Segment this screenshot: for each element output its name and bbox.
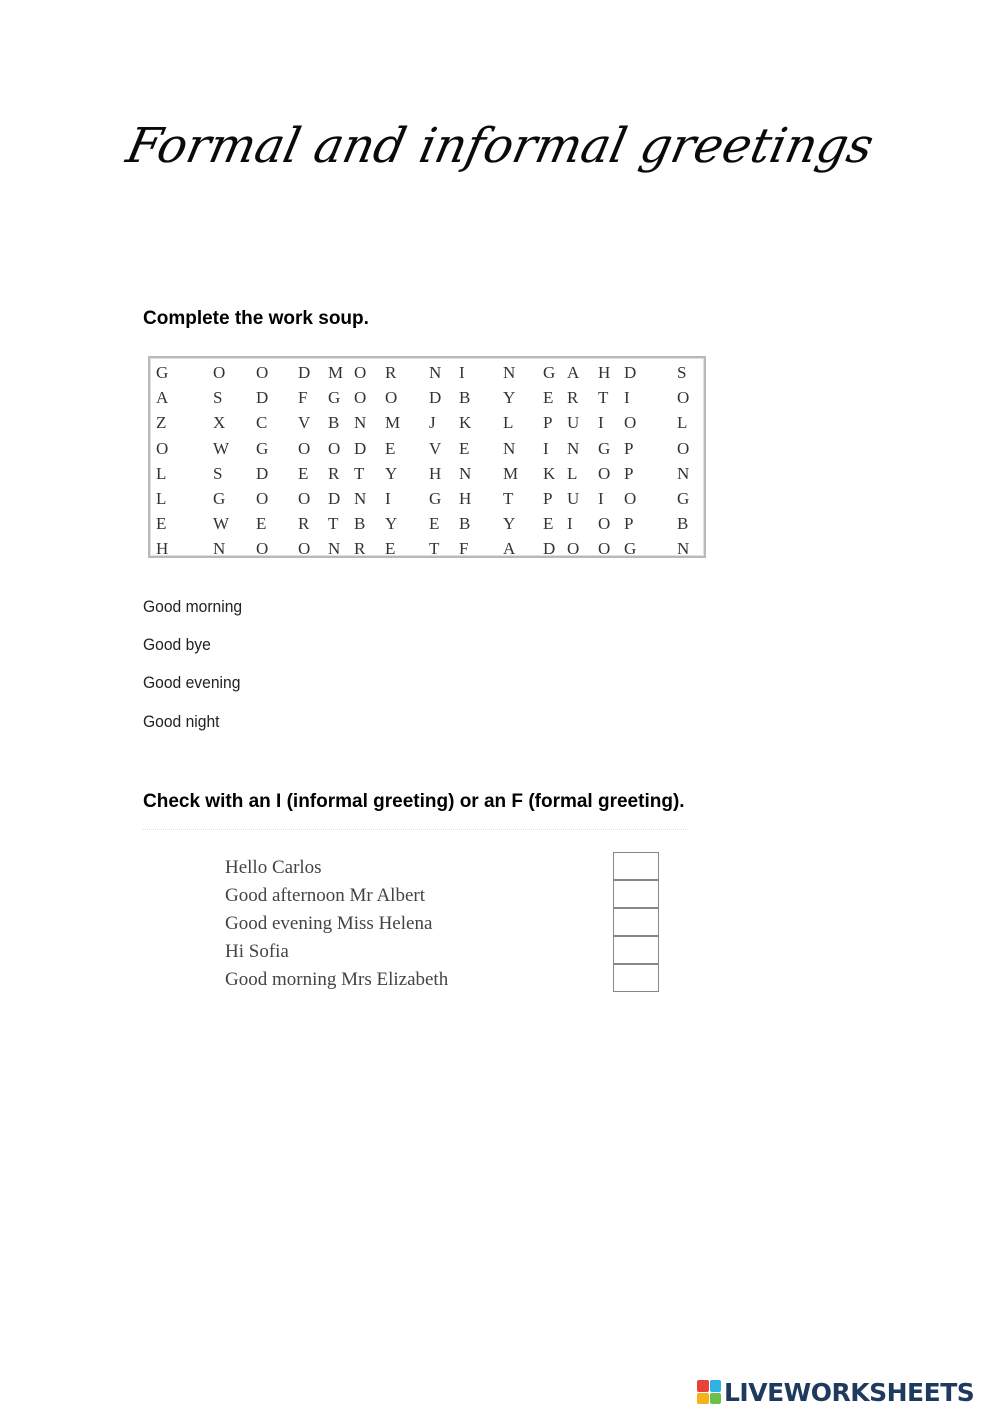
grid-letter: O (256, 489, 269, 508)
grid-letter: N (503, 363, 516, 382)
grid-letter: L (677, 413, 688, 433)
grid-letter: E (459, 438, 470, 458)
grid-letter: R (328, 463, 340, 483)
grid-letter: N (328, 539, 341, 559)
footer-brand (697, 1378, 974, 1406)
grid-letter: Y (503, 514, 516, 534)
grid-row (156, 439, 704, 464)
grid-letter: P (543, 413, 553, 433)
grid-letter: I (459, 363, 465, 382)
greeting-label: Hello Carlos (225, 857, 322, 878)
grid-letter: V (429, 438, 442, 458)
grid-letter: H (459, 489, 472, 508)
grid-letter: G (677, 489, 690, 508)
grid-letter: O (256, 363, 269, 382)
grid-letter: W (213, 438, 230, 458)
grid-letter: I (567, 514, 573, 534)
grid-letter: D (298, 363, 311, 382)
grid-row (156, 363, 704, 388)
grid-letter: M (385, 413, 401, 433)
grid-letter: E (298, 463, 309, 483)
grid-letter: S (213, 463, 223, 483)
word-list-item: Good night (143, 712, 220, 731)
grid-letter: E (156, 514, 167, 534)
grid-letter: I (624, 388, 630, 408)
grid-letter: Y (385, 463, 398, 483)
grid-letter: H (156, 539, 169, 559)
grid-letter: I (598, 489, 604, 508)
grid-row (156, 388, 704, 413)
grid-letter: F (298, 388, 308, 408)
grid-letter: B (328, 413, 340, 433)
answer-box[interactable] (613, 852, 659, 880)
section-heading-check: Check with an I (informal greeting) or an F (formal greeting). (143, 791, 685, 812)
grid-letter: U (567, 413, 580, 433)
divider (143, 829, 688, 830)
grid-row (156, 489, 704, 514)
grid-letter: D (624, 363, 637, 382)
grid-letter: N (354, 413, 367, 433)
greeting-label: Good afternoon Mr Albert (225, 885, 425, 906)
grid-letter: I (385, 489, 391, 508)
grid-letter: G (429, 489, 442, 508)
grid-letter: N (429, 363, 442, 382)
grid-letter: O (598, 539, 611, 559)
logo-square (710, 1380, 722, 1392)
grid-letter: H (429, 463, 442, 483)
brand-name: LIVEWORKSHEETS (724, 1377, 975, 1407)
section-heading-word-soup: Complete the work soup. (143, 308, 369, 329)
grid-letter: P (543, 489, 553, 508)
grid-letter: H (598, 363, 611, 382)
grid-letter: O (213, 363, 226, 382)
word-list-item: Good bye (143, 635, 211, 654)
grid-letter: R (567, 388, 579, 408)
greeting-label: Hi Sofia (225, 941, 289, 962)
grid-letter: S (213, 388, 223, 408)
answer-box[interactable] (613, 908, 659, 936)
grid-letter: G (328, 388, 341, 408)
grid-letter: E (429, 514, 440, 534)
liveworksheets-logo-icon (697, 1380, 721, 1404)
grid-letter: O (256, 539, 269, 559)
grid-letter: N (459, 463, 472, 483)
grid-letter: U (567, 489, 580, 508)
grid-letter: G (156, 363, 169, 382)
grid-letter: T (429, 539, 440, 559)
grid-letter: D (543, 539, 556, 559)
grid-letter: B (459, 514, 471, 534)
grid-letter: W (213, 514, 230, 534)
greeting-label: Good evening Miss Helena (225, 913, 433, 934)
answer-box[interactable] (613, 964, 659, 992)
grid-letter: P (624, 438, 634, 458)
grid-letter: O (624, 489, 637, 508)
grid-letter: O (385, 388, 398, 408)
grid-letter: O (298, 438, 311, 458)
grid-letter: C (256, 413, 268, 433)
grid-letter: X (213, 413, 226, 433)
grid-letter: R (385, 363, 397, 382)
grid-letter: E (385, 539, 396, 559)
grid-letter: O (328, 438, 341, 458)
greeting-label: Good morning Mrs Elizabeth (225, 969, 449, 990)
grid-letter: I (598, 413, 604, 433)
grid-letter: J (429, 413, 436, 433)
grid-letter: G (624, 539, 637, 559)
grid-letter: N (503, 438, 516, 458)
grid-letter: I (543, 438, 549, 458)
grid-letter: O (567, 539, 580, 559)
grid-letter: L (156, 463, 167, 483)
grid-letter: E (543, 514, 554, 534)
grid-letter: O (298, 539, 311, 559)
grid-row (156, 514, 704, 539)
grid-letter: T (354, 463, 365, 483)
grid-letter: Y (503, 388, 516, 408)
grid-letter: N (354, 489, 367, 508)
grid-letter: N (677, 539, 690, 559)
grid-letter: B (354, 514, 366, 534)
grid-letter: D (328, 489, 341, 508)
grid-letter: M (503, 463, 519, 483)
logo-square (710, 1393, 722, 1405)
grid-letter: O (598, 463, 611, 483)
grid-letter: N (567, 438, 580, 458)
grid-letter: K (459, 413, 472, 433)
grid-letter: O (598, 514, 611, 534)
word-list-item: Good evening (143, 673, 241, 692)
grid-letter: O (354, 363, 367, 382)
word-soup-grid (148, 356, 706, 558)
grid-letter: Y (385, 514, 398, 534)
grid-letter: G (213, 489, 226, 508)
greeting-check-list (225, 852, 685, 1002)
grid-letter: O (156, 438, 169, 458)
grid-letter: P (624, 514, 634, 534)
grid-letter: P (624, 463, 634, 483)
grid-letter: V (298, 413, 311, 433)
grid-letter: E (385, 438, 396, 458)
grid-letter: M (328, 363, 344, 382)
page-title: Formal and informal greetings (121, 118, 879, 174)
grid-letter: O (624, 413, 637, 433)
logo-square (697, 1380, 709, 1392)
grid-letter: A (567, 363, 580, 382)
grid-letter: T (503, 489, 514, 508)
grid-letter: E (543, 388, 554, 408)
grid-letter: G (256, 438, 269, 458)
grid-letter: O (677, 438, 690, 458)
grid-letter: N (677, 463, 690, 483)
grid-letter: K (543, 463, 556, 483)
word-list-item: Good morning (143, 597, 243, 616)
grid-letter: Z (156, 413, 167, 433)
answer-box[interactable] (613, 880, 659, 908)
grid-letter: R (298, 514, 310, 534)
grid-letter: D (256, 388, 269, 408)
grid-letter: B (677, 514, 689, 534)
grid-letter: L (567, 463, 578, 483)
grid-letter: E (256, 514, 267, 534)
grid-row (156, 539, 704, 564)
grid-letter: R (354, 539, 366, 559)
grid-letter: O (677, 388, 690, 408)
grid-letter: T (598, 388, 609, 408)
grid-letter: A (156, 388, 169, 408)
grid-letter: N (213, 539, 226, 559)
grid-letter: D (256, 463, 269, 483)
grid-letter: O (354, 388, 367, 408)
grid-letter: L (156, 489, 167, 508)
answer-box[interactable] (613, 936, 659, 964)
grid-row (156, 464, 704, 489)
grid-letter: T (328, 514, 339, 534)
logo-square (697, 1393, 709, 1405)
grid-letter: G (598, 438, 611, 458)
grid-letter: D (354, 438, 367, 458)
grid-row (156, 413, 704, 438)
grid-letter: F (459, 539, 469, 559)
grid-letter: A (503, 539, 516, 559)
grid-letter: G (543, 363, 556, 382)
grid-letter: S (677, 363, 687, 382)
grid-letter: D (429, 388, 442, 408)
grid-letter: L (503, 413, 514, 433)
grid-letter: B (459, 388, 471, 408)
grid-letter: O (298, 489, 311, 508)
